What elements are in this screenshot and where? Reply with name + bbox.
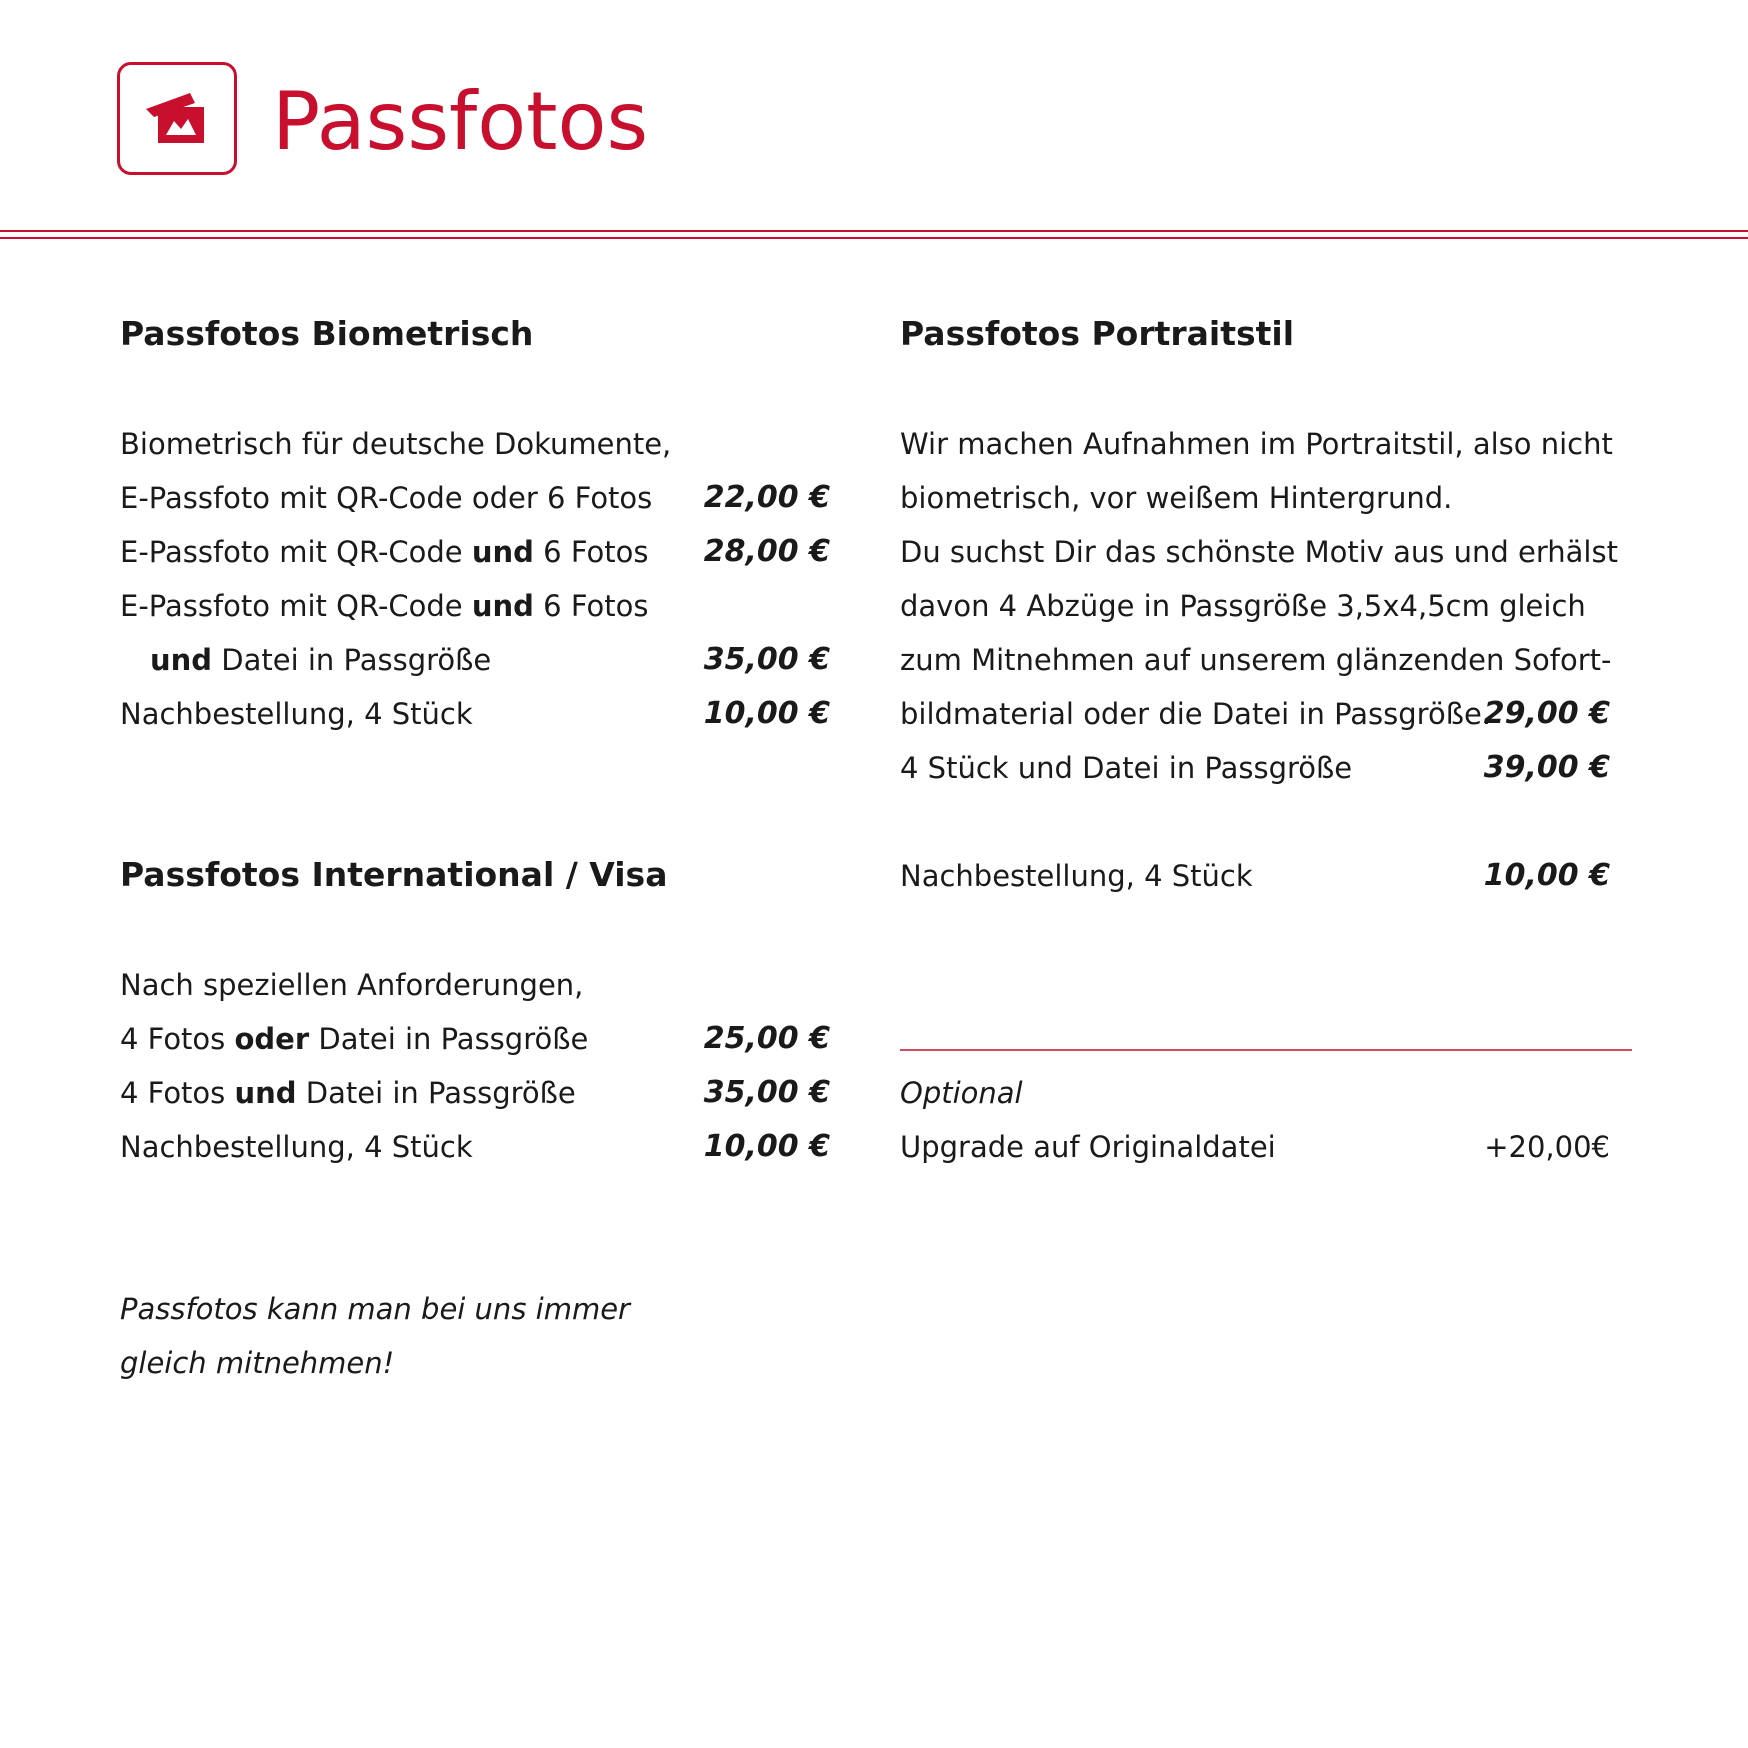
note-line: Passfotos kann man bei uns immer	[120, 1292, 630, 1326]
note-line: gleich mitnehmen!	[120, 1346, 395, 1380]
price-item-label: Nachbestellung, 4 Stück	[120, 697, 473, 731]
price-value: 35,00 €	[703, 642, 830, 677]
price-item-label: 4 Fotos oder Datei in Passgröße	[120, 1022, 589, 1056]
section-heading-international: Passfotos International / Visa	[120, 855, 668, 894]
price-item-label: E-Passfoto mit QR-Code und 6 Fotos	[120, 589, 649, 623]
optional-divider	[900, 1049, 1632, 1051]
portraitstil-desc-line: zum Mitnehmen auf unserem glänzenden Sofort-	[900, 643, 1612, 677]
price-value: 35,00 €	[703, 1075, 830, 1110]
biometrisch-intro: Biometrisch für deutsche Dokumente,	[120, 427, 672, 461]
photo-icon	[140, 83, 215, 155]
section-heading-portraitstil: Passfotos Portraitstil	[900, 314, 1295, 353]
price-item-label: E-Passfoto mit QR-Code oder 6 Fotos	[120, 481, 653, 515]
price-item-label: Nachbestellung, 4 Stück	[900, 859, 1253, 893]
header-rule-bottom	[0, 237, 1748, 239]
price-item-label: E-Passfoto mit QR-Code und 6 Fotos	[120, 535, 649, 569]
price-value: 10,00 €	[703, 696, 830, 731]
section-heading-biometrisch: Passfotos Biometrisch	[120, 314, 534, 353]
price-value: 28,00 €	[703, 534, 830, 569]
optional-label: Optional	[900, 1076, 1023, 1110]
portraitstil-desc-line: Wir machen Aufnahmen im Portraitstil, also nicht	[900, 427, 1613, 461]
optional-item-label: Upgrade auf Originaldatei	[900, 1130, 1276, 1164]
portraitstil-desc-line: davon 4 Abzüge in Passgröße 3,5x4,5cm gleich	[900, 589, 1586, 623]
international-intro: Nach speziellen Anforderungen,	[120, 968, 584, 1002]
price-value: 10,00 €	[1483, 858, 1610, 893]
optional-price: +20,00€	[1484, 1130, 1610, 1164]
price-item-label: 4 Stück und Datei in Passgröße	[900, 751, 1353, 785]
logo	[117, 62, 237, 175]
header-rule-top	[0, 230, 1748, 232]
price-value: 10,00 €	[703, 1129, 830, 1164]
price-value: 39,00 €	[1483, 750, 1610, 785]
price-item-label-continued: und Datei in Passgröße	[150, 643, 492, 677]
portraitstil-desc-line: bildmaterial oder die Datei in Passgröße.	[900, 697, 1492, 731]
price-value: 29,00 €	[1483, 696, 1610, 731]
page-title: Passfotos	[272, 75, 649, 168]
price-value: 25,00 €	[703, 1021, 830, 1056]
price-item-label: 4 Fotos und Datei in Passgröße	[120, 1076, 576, 1110]
portraitstil-desc-line: Du suchst Dir das schönste Motiv aus und erhälst	[900, 535, 1618, 569]
price-value: 22,00 €	[703, 480, 830, 515]
portraitstil-desc-line: biometrisch, vor weißem Hintergrund.	[900, 481, 1453, 515]
price-item-label: Nachbestellung, 4 Stück	[120, 1130, 473, 1164]
